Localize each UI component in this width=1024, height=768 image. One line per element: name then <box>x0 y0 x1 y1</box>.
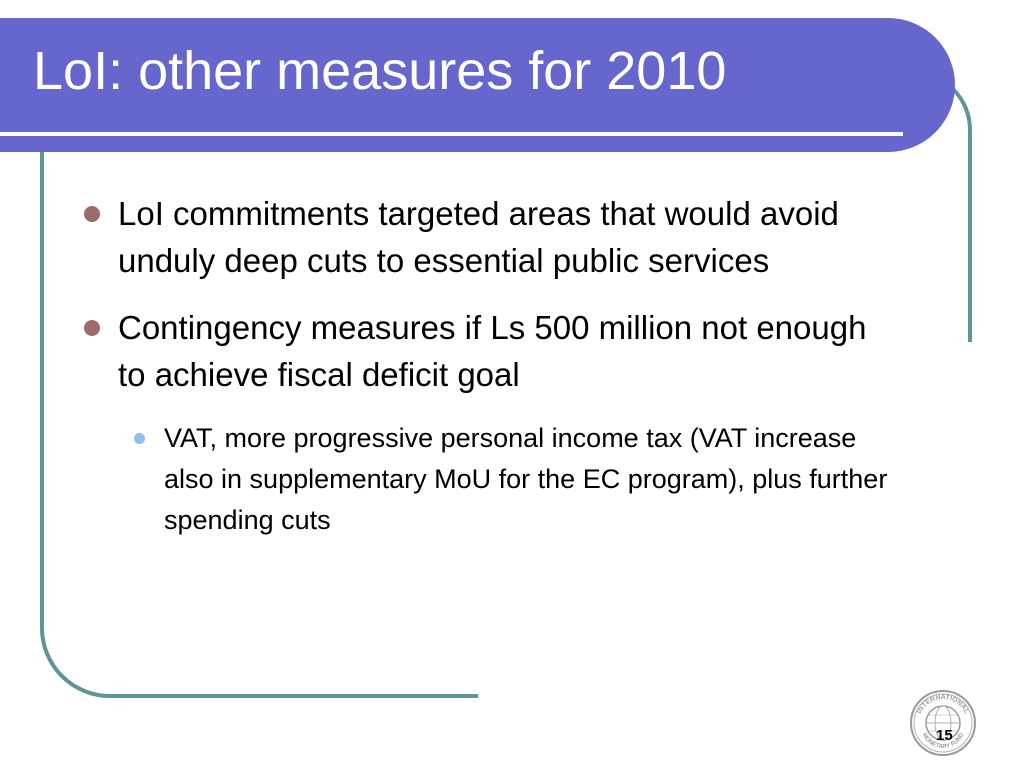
frame-gap-right <box>960 342 990 712</box>
slide-title: LoI: other measures for 2010 <box>33 41 727 101</box>
imf-seal-icon <box>908 688 978 758</box>
bullet-text: Contingency measures if Ls 500 million not enough to achieve fiscal deficit goal <box>118 309 867 393</box>
slide-content <box>80 190 900 541</box>
bullet-item <box>80 304 900 398</box>
sub-bullet-text: VAT, more progressive personal income tax (VAT increase also in supplementary MoU for the EC program), plus further spending cuts <box>164 423 888 535</box>
bullet-item <box>80 190 900 284</box>
svg-text:MONETARY FUND: MONETARY FUND <box>920 732 966 751</box>
sub-bullet-dot-icon <box>134 433 145 444</box>
svg-text:INTERNATIONAL: INTERNATIONAL <box>916 694 970 715</box>
bullet-dot-icon <box>84 206 100 222</box>
sub-bullet-item <box>132 418 900 541</box>
page-number: 15 <box>936 727 953 744</box>
bullet-text: LoI commitments targeted areas that would avoid unduly deep cuts to essential public services <box>118 195 839 279</box>
bullet-dot-icon <box>84 320 100 336</box>
title-underline <box>0 132 903 136</box>
